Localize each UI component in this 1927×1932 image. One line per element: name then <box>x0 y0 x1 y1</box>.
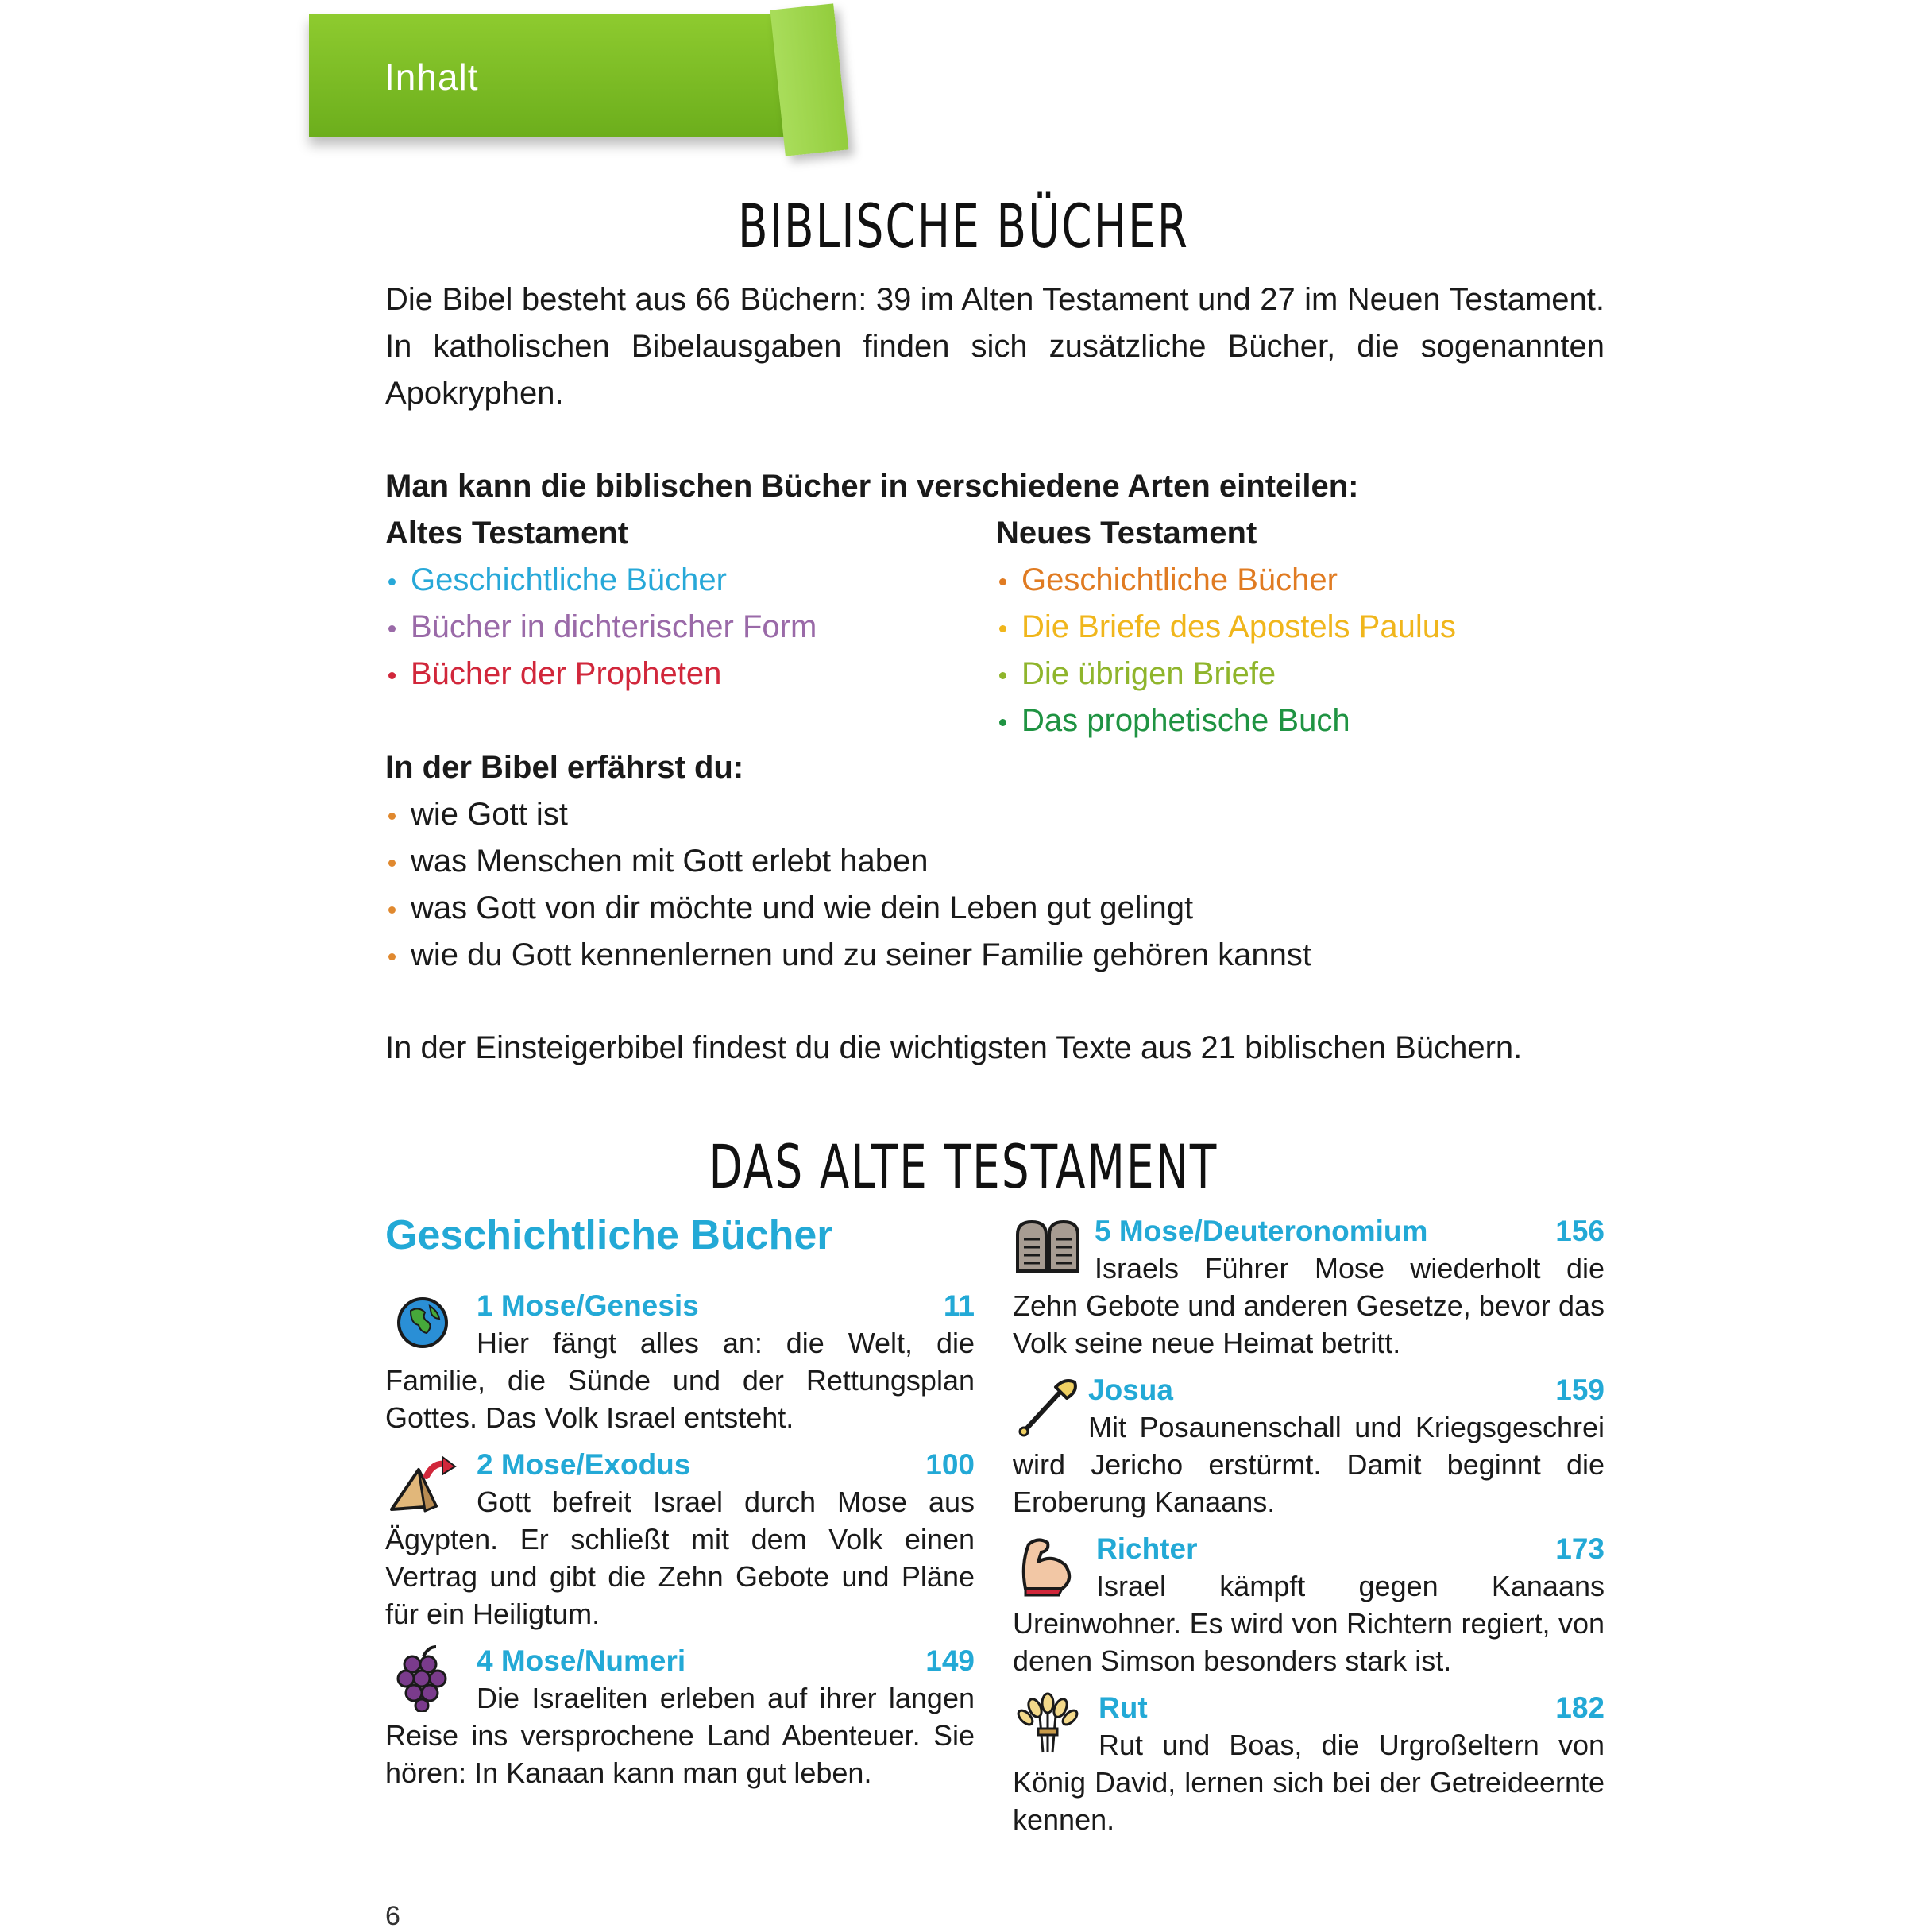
nt-item-geschichtliche: Geschichtliche Bücher <box>996 557 1456 604</box>
entry-page: 182 <box>1555 1691 1605 1724</box>
entry-text: Gott befreit Israel durch Mose aus Ägypten. Er schließt mit dem Volk einen Vertrag und gibt die Zehn Gebote und Pläne für ein Heiligtum. <box>385 1486 975 1630</box>
entry-page: 173 <box>1555 1532 1605 1565</box>
nt-item-prophetisch: Das prophetische Buch <box>996 697 1456 744</box>
entry-page: 149 <box>925 1644 975 1677</box>
entry-title: Rut <box>1099 1691 1148 1724</box>
entry-title: 5 Mose/Deuteronomium <box>1095 1215 1428 1247</box>
entry-text: Mit Posaunenschall und Kriegsgeschrei wird Jericho erstürmt. Damit beginnt die Eroberung Kanaans. <box>1013 1411 1605 1518</box>
book-entry-josua <box>1013 1371 1605 1522</box>
nt-item-paulus: Die Briefe des Apostels Paulus <box>996 604 1456 651</box>
erfahrst-item: was Menschen mit Gott erlebt haben <box>385 838 1311 885</box>
entry-page: 100 <box>925 1448 975 1481</box>
page-number: 6 <box>385 1901 400 1931</box>
intro-paragraph: Die Bibel besteht aus 66 Büchern: 39 im Alten Testament und 27 im Neuen Testament. In katholischen Bibelausgaben finden sich zusätzliche Bücher, die sogenannten Apokryphen. <box>385 282 1605 411</box>
tab-label: Inhalt <box>384 56 479 98</box>
entry-title: 2 Mose/Exodus <box>477 1448 691 1481</box>
nt-title: Neues Testament <box>996 516 1257 551</box>
erfahrst-list <box>385 791 1311 979</box>
book-entry-exodus <box>385 1446 975 1636</box>
entry-title: Richter <box>1096 1532 1198 1565</box>
heading-biblische-buecher: BIBLISCHE BÜCHER <box>737 191 1189 261</box>
book-entry-richter <box>1013 1530 1605 1681</box>
section-title-geschichtliche: Geschichtliche Bücher <box>385 1212 833 1258</box>
nt-list <box>996 557 1456 744</box>
entry-text: Die Israeliten erleben auf ihrer langen Reise ins versprochene Land Abenteuer. Sie hören: In Kanaan kann man gut leben. <box>385 1682 975 1789</box>
at-item-geschichtliche: Geschichtliche Bücher <box>385 557 817 604</box>
at-title: Altes Testament <box>385 516 629 551</box>
erfahrst-item: was Gott von dir möchte und wie dein Leben gut gelingt <box>385 885 1311 932</box>
einsteiger-text: In der Einsteigerbibel findest du die wichtigsten Texte aus 21 biblischen Büchern. <box>385 1030 1523 1065</box>
erfahrst-item: wie Gott ist <box>385 791 1311 838</box>
nt-item-uebrige-briefe: Die übrigen Briefe <box>996 651 1456 697</box>
at-item-dichterisch: Bücher in dichterischer Form <box>385 604 817 651</box>
book-entry-deuteronomium <box>1013 1212 1605 1363</box>
einteilen-text: Man kann die biblischen Bücher in verschiedene Arten einteilen: <box>385 469 1359 504</box>
at-list <box>385 557 817 697</box>
book-entry-genesis <box>385 1287 975 1438</box>
entry-page: 159 <box>1555 1374 1605 1406</box>
entry-page: 156 <box>1555 1215 1605 1247</box>
entry-page: 11 <box>943 1289 975 1322</box>
tab-fold <box>770 3 849 156</box>
entry-title: 1 Mose/Genesis <box>477 1289 699 1322</box>
erfahrst-title: In der Bibel erfährst du: <box>385 750 744 785</box>
entry-title: Josua <box>1088 1374 1173 1406</box>
erfahrst-item: wie du Gott kennenlernen und zu seiner Familie gehören kannst <box>385 932 1311 979</box>
entry-text: Israels Führer Mose wiederholt die Zehn Gebote und anderen Gesetze, bevor das Volk seine neue Heimat betritt. <box>1013 1252 1605 1359</box>
at-item-propheten: Bücher der Propheten <box>385 651 817 697</box>
book-entry-rut <box>1013 1689 1605 1840</box>
entry-text: Israel kämpft gegen Kanaans Ureinwohner. Es wird von Richtern regiert, von denen Simson besonders stark ist. <box>1013 1570 1605 1677</box>
section-tab <box>309 14 829 137</box>
entry-text: Hier fängt alles an: die Welt, die Familie, die Sünde und der Rettungsplan Gottes. Das Volk Israel entsteht. <box>385 1327 975 1434</box>
entry-title: 4 Mose/Numeri <box>477 1644 686 1677</box>
heading-alte-testament: DAS ALTE TESTAMENT <box>709 1131 1218 1202</box>
book-entry-numeri <box>385 1642 975 1793</box>
entry-text: Rut und Boas, die Urgroßeltern von König David, lernen sich bei der Getreideernte kennen. <box>1013 1729 1605 1836</box>
